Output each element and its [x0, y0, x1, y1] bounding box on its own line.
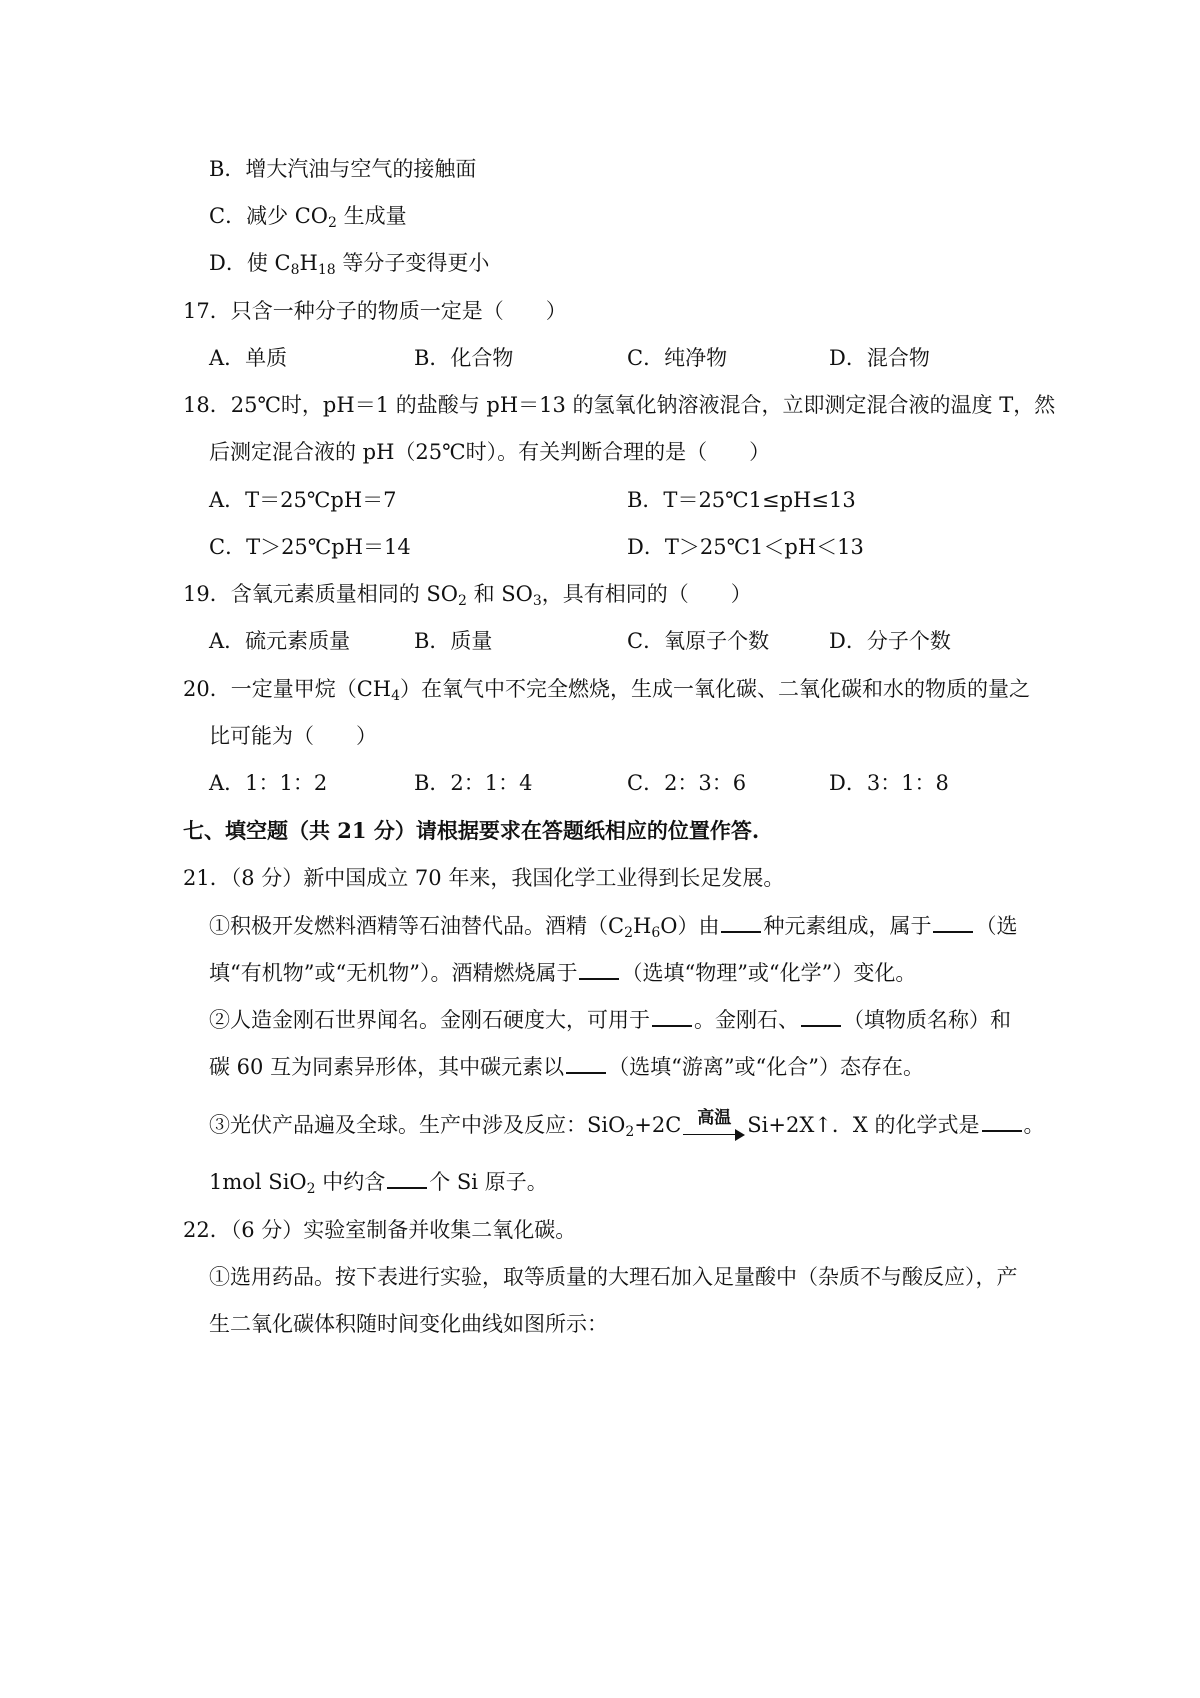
q22-stem: 22．（6 分）实验室制备并收集二氧化碳。: [183, 1218, 577, 1242]
q18-option-a: A．T＝25℃pH＝7: [209, 488, 397, 512]
q20-stem-line2: 比可能为（ ）: [209, 724, 377, 748]
q16-option-b: B．增大汽油与空气的接触面: [209, 157, 477, 181]
q18-options-row2: [209, 532, 1009, 562]
q17-option-d: D．混合物: [829, 346, 930, 370]
q21-part1-line1: ①积极开发燃料酒精等石油替代品。酒精$(C_2H_6O)$由 种元素组成，属于 （选: [209, 914, 1018, 941]
reaction-arrow: 高温: [681, 1117, 747, 1147]
q18-options-row1: [209, 485, 1009, 515]
q21-part2-line2: 碳 60 互为同素异形体，其中碳元素以 （选填“游离”或“化合”）态存在。: [209, 1055, 925, 1079]
q16-option-d: D．使 $C_8H_{18}$ 等分子变得更小: [209, 251, 490, 278]
q17-option-a: A．单质: [209, 346, 288, 370]
q20-option-d: D．3：1：8: [829, 771, 949, 795]
q19-option-b: B．质量: [414, 629, 493, 653]
answer-blank: [566, 1054, 606, 1074]
q20-option-c: C．2：3：6: [627, 771, 747, 795]
q19-options: [209, 626, 1009, 656]
q21-part3-line2: 1mol SiO$_2$ 中约含 个 Si 原子。: [209, 1170, 548, 1197]
q17-options: [209, 343, 1009, 373]
answer-blank: [387, 1169, 427, 1189]
q19-stem: 19．含氧元素质量相同的 $SO_2$ 和 $SO_3$，具有相同的（ ）: [183, 582, 752, 609]
q19-option-a: A．硫元素质量: [209, 629, 351, 653]
q18-option-b: B．T＝25℃1≤pH≤13: [627, 488, 856, 512]
q21-stem: 21．（8 分）新中国成立 70 年来，我国化学工业得到长足发展。: [183, 866, 785, 890]
q20-stem-line1: 20．一定量甲烷$(CH_4)$在氧气中不完全燃烧，生成一氧化碳、二氧化碳和水的物质的量之: [183, 677, 1031, 704]
q17-option-b: B．化合物: [414, 346, 514, 370]
q18-option-c: C．T＞25℃pH＝14: [209, 535, 411, 559]
q19-option-c: C．氧原子个数: [627, 629, 770, 653]
q17-option-c: C．纯净物: [627, 346, 728, 370]
q18-stem-line2: 后测定混合液的 pH（25℃时）。有关判断合理的是（ ）: [209, 440, 771, 464]
q22-part1-line2: 生二氧化碳体积随时间变化曲线如图所示：: [209, 1312, 608, 1336]
answer-blank: [652, 1007, 692, 1027]
q18-stem-line1: 18．25℃时，pH＝1 的盐酸与 pH＝13 的氢氧化钠溶液混合，立即测定混合液的温度 T，然: [183, 393, 1056, 417]
q21-part1-line2: 填“有机物”或“无机物”）。酒精燃烧属于 （选填“物理”或“化学”）变化。: [209, 961, 917, 985]
q20-options: [209, 768, 1009, 798]
q20-option-b: B．2：1：4: [414, 771, 533, 795]
answer-blank: [579, 960, 619, 980]
answer-blank: [933, 913, 973, 933]
answer-blank: [801, 1007, 841, 1027]
q22-part1-line1: ①选用药品。按下表进行实验，取等质量的大理石加入足量酸中（杂质不与酸反应），产: [209, 1265, 1018, 1289]
q19-option-d: D．分子个数: [829, 629, 951, 653]
answer-blank: [721, 913, 761, 933]
q21-part2-line1: ②人造金刚石世界闻名。金刚石硬度大，可用于 。金刚石、 （填物质名称）和: [209, 1008, 1011, 1032]
q16-option-c: C．减少 $CO_2$ 生成量: [209, 204, 407, 231]
answer-blank: [982, 1112, 1022, 1132]
section-heading: 七、填空题（共 21 分）请根据要求在答题纸相应的位置作答.: [183, 818, 760, 843]
q20-option-a: A．1：1：2: [209, 771, 328, 795]
q18-option-d: D．T＞25℃1＜pH＜13: [627, 535, 864, 559]
q21-part3-line1: ③光伏产品遍及全球。生产中涉及反应：SiO$_2$+2C 高温 Si+2X↑．X 的化学式是 。: [209, 1110, 1045, 1147]
q17-stem: 17．只含一种分子的物质一定是（ ）: [183, 299, 567, 323]
